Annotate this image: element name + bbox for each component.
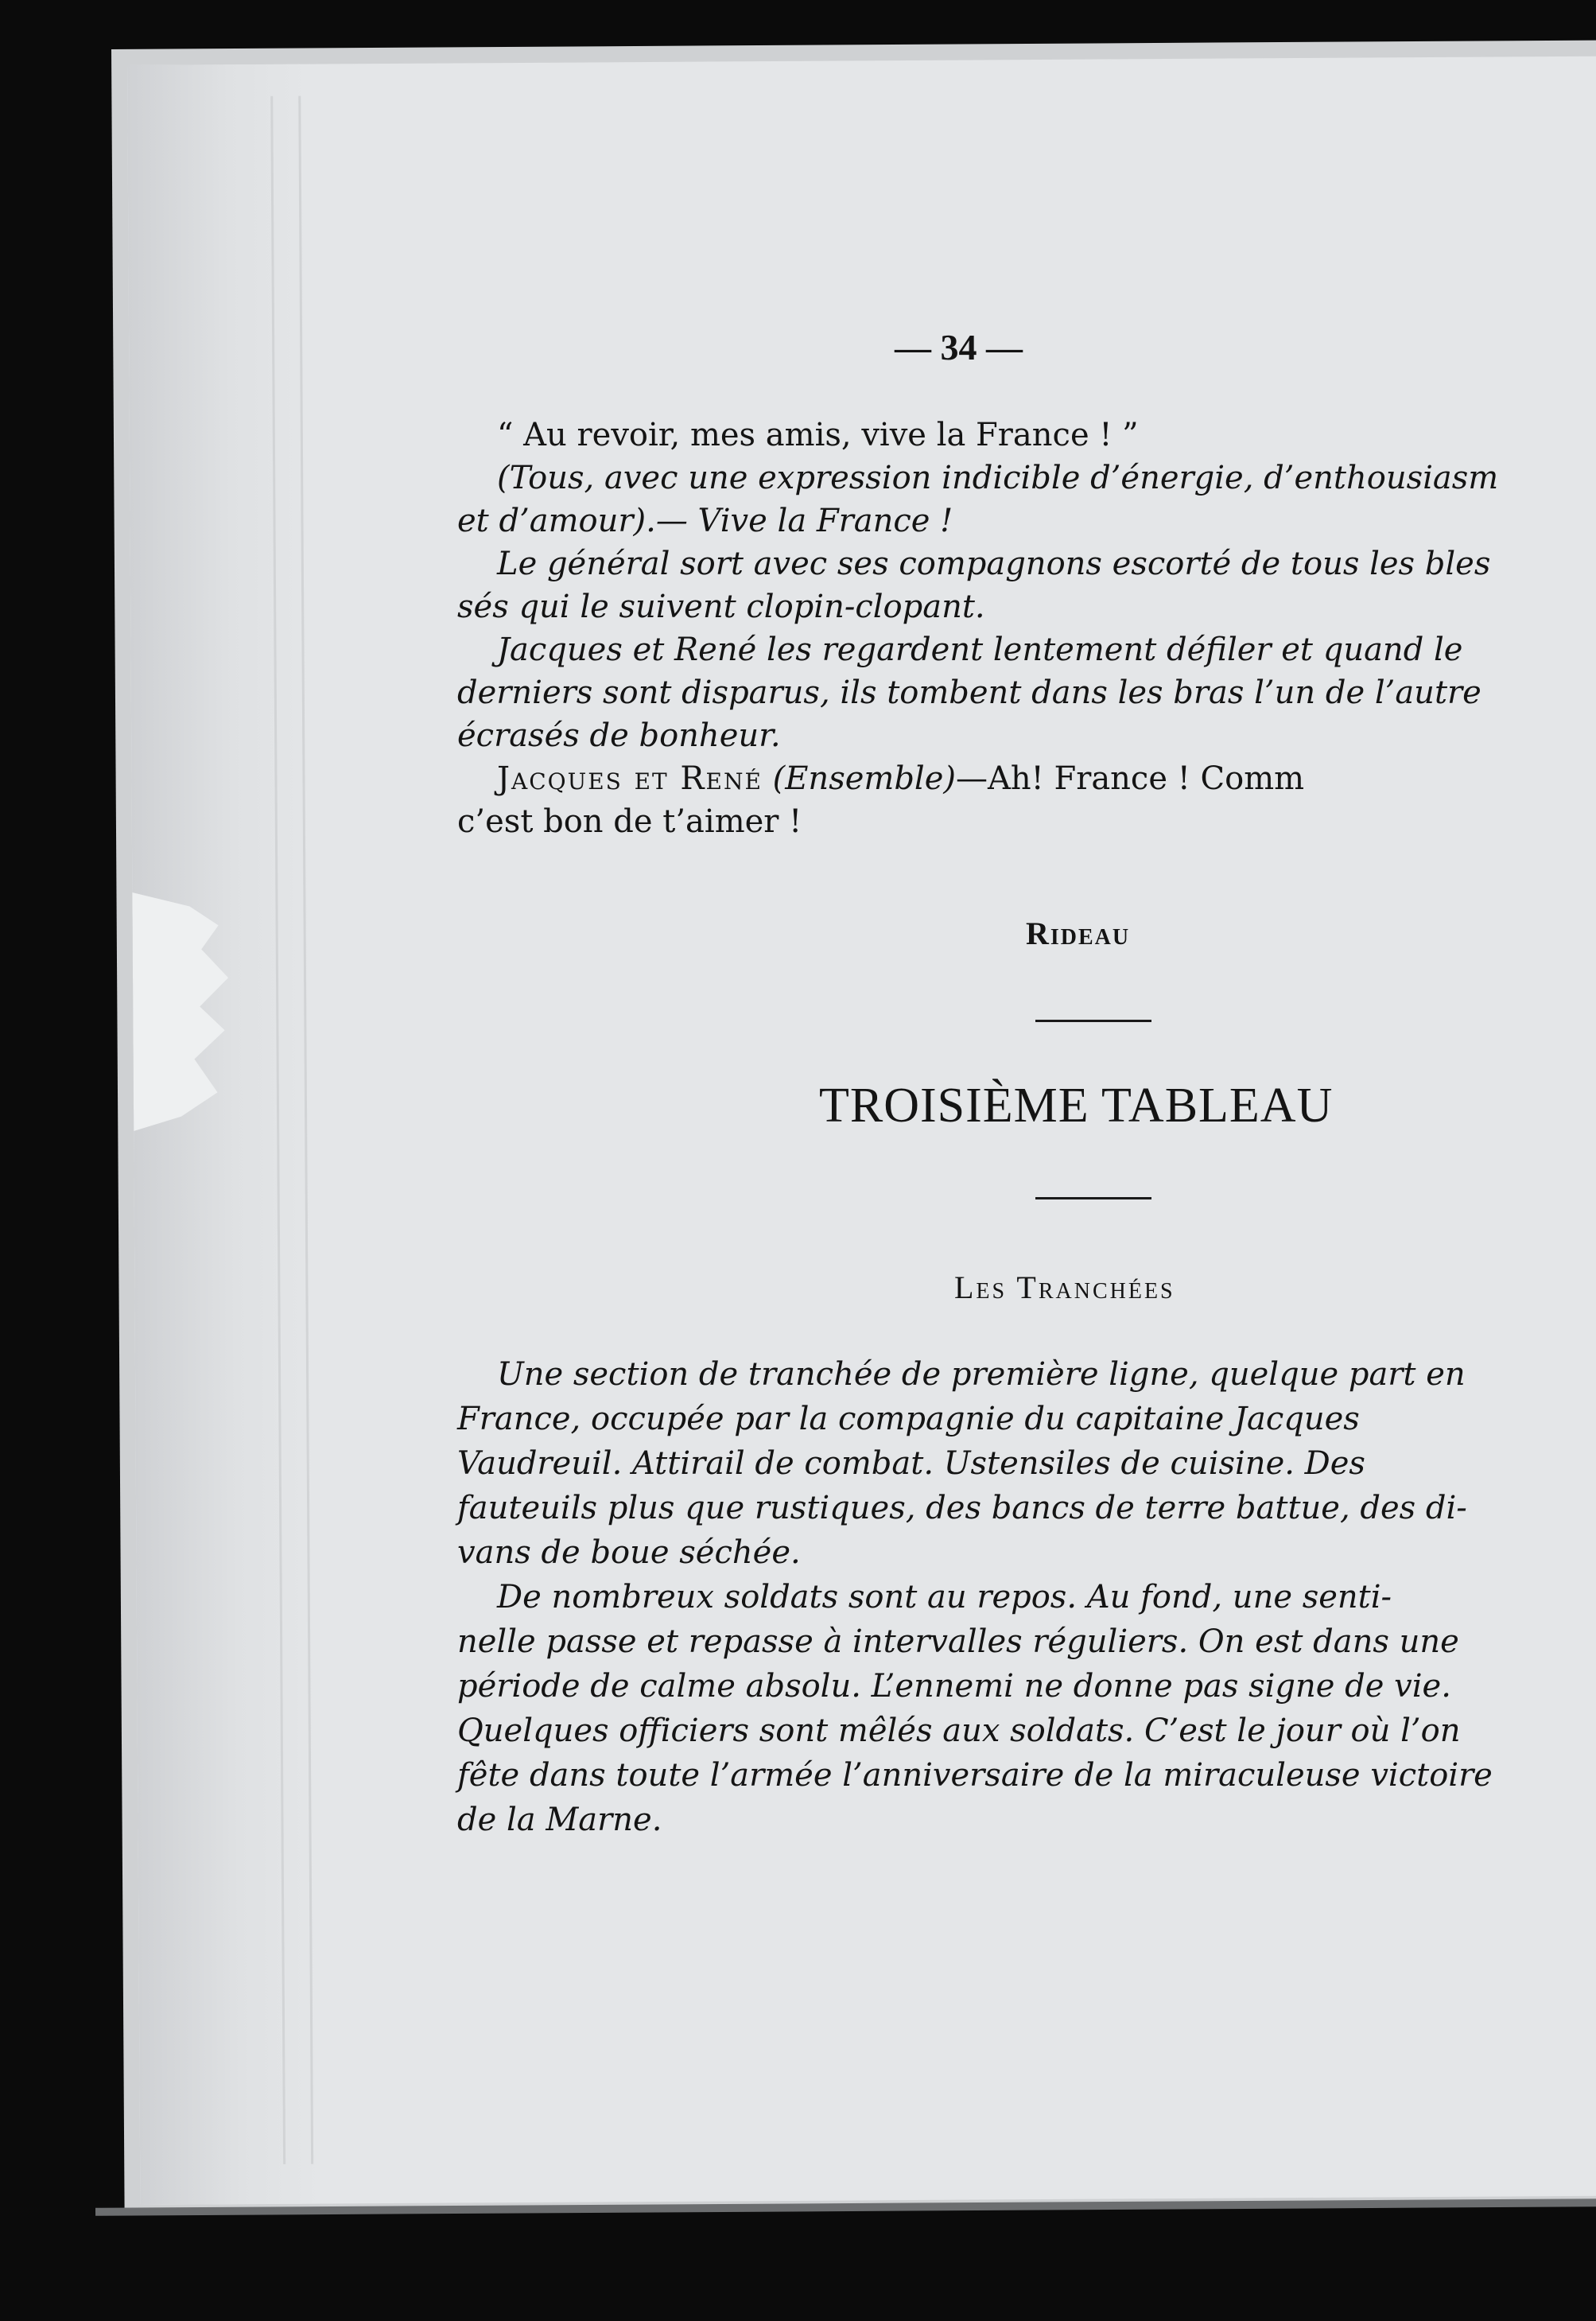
text-line: derniers sont disparus, ils tombent dans les bras l’un de l’autre — [457, 675, 1481, 711]
section-title: TROISIÈME TABLEAU — [819, 1079, 1334, 1133]
text-line: c’est bon de t’aimer ! — [457, 803, 802, 840]
text-line: Le général sort avec ses compagnons escorté de tous les bles — [497, 546, 1491, 582]
text-line: Vaudreuil. Attirail de combat. Ustensiles de cuisine. Des — [457, 1445, 1365, 1482]
stage-direction: (Ensemble) — [772, 760, 956, 797]
text-line: nelle passe et repasse à intervalles réguliers. On est dans une — [457, 1623, 1459, 1660]
text-line: période de calme absolu. L’ennemi ne donne pas signe de vie. — [457, 1668, 1451, 1705]
text-line: vans de boue séchée. — [457, 1534, 801, 1571]
text-line: France, occupée par la compagnie du capitaine Jacques — [457, 1401, 1360, 1437]
dialogue-text: —Ah! France ! Comm — [956, 760, 1305, 797]
text-line: fête dans toute l’armée l’anniversaire de la miraculeuse victoire — [457, 1757, 1493, 1794]
speaker-line — [457, 757, 1596, 800]
page-number: — 34 — — [895, 327, 1023, 367]
speaker-name: Jacques et René — [497, 760, 763, 797]
text-line: Jacques et René les regardent lentement défiler et quand le — [497, 632, 1463, 668]
text-line: sés qui le suivent clopin-clopant. — [457, 589, 985, 625]
text-line: Quelques officiers sont mêlés aux soldats. C’est le jour où l’on — [457, 1713, 1461, 1749]
divider — [1035, 1197, 1151, 1199]
text-line: écrasés de bonheur. — [457, 717, 781, 754]
text-line: De nombreux soldats sont au repos. Au fond, une senti- — [497, 1579, 1392, 1615]
text-line: “ Au revoir, mes amis, vive la France ! ” — [497, 417, 1139, 453]
text-line: (Tous, avec une expression indicible d’énergie, d’enthousiasm — [497, 460, 1499, 496]
text-line: fauteuils plus que rustiques, des bancs de terre battue, des di- — [457, 1490, 1467, 1526]
dialogue-block — [457, 414, 1596, 843]
text-line: Une section de tranchée de première ligne, quelque part en — [497, 1356, 1466, 1393]
gutter-shadow — [127, 64, 323, 2205]
stage-description — [457, 1352, 1596, 1842]
text-line: de la Marne. — [457, 1802, 662, 1838]
section-subtitle: Les Tranchées — [954, 1269, 1175, 1305]
text-line: et d’amour).— Vive la France ! — [457, 503, 953, 539]
divider — [1035, 1020, 1151, 1022]
rideau-label: Rideau — [1026, 916, 1131, 951]
